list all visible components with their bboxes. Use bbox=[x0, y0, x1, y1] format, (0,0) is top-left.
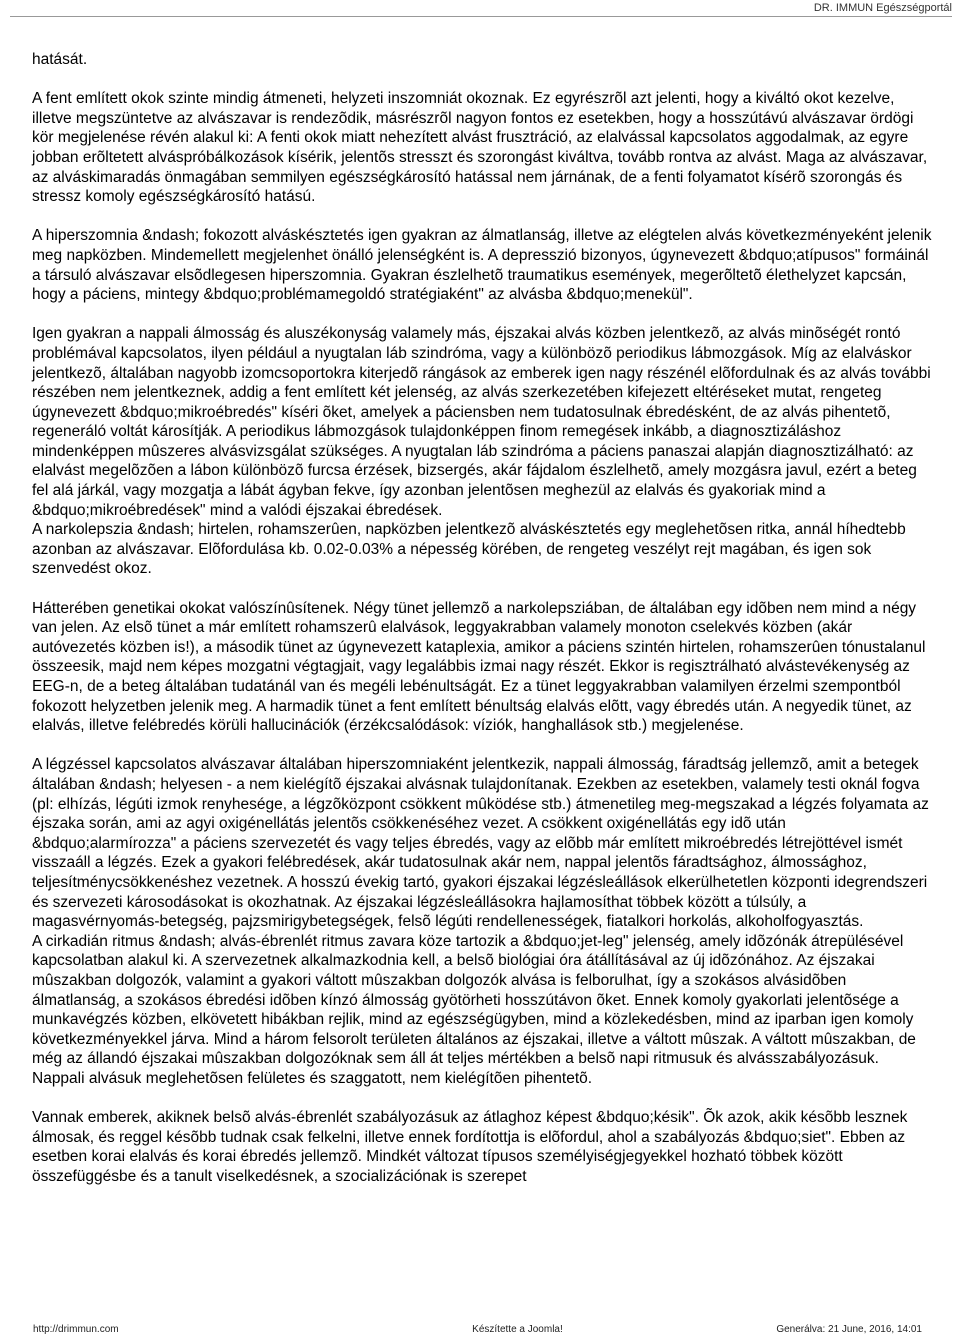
paragraph: Igen gyakran a nappali álmosság és aluszékonyság valamely más, éjszakai alvás közben jelentkezõ, az alvás minõségét rontó problémával kapcsolatos, ilyen például a nyugtalan láb szindróma, vagy a különbözõ periodikus lábmozgások. Míg az elalváskor jelentkezõ, általában nagyobb izomcsoportokra kiterjedõ rángások az emberek igen nagy részénél elõfordulnak és az alvás további részében nem jelentkeznek, addig a fent említett két jelenség, az alvás szerkezetében kifejezett eltéréseket mutat, rengeteg úgynevezett &bdquo;mikroébredés" kíséri õket, amelyek a páciensben nem tudatosulnak ébredésként, de az alvás pihentetõ, regeneráló voltát károsítják. A periodikus lábmozgások tulajdonképpen finom remegések inkább, a diagnosztizáláshoz mindenképpen mûszeres alvásvizsgálat szükséges. A nyugtalan láb szindróma a páciens panaszai alapján diagnosztizálható: az elalvást megelõzõen a lábon különbözõ furcsa érzések, bizsergés, akár fájdalom észlelhetõ, amely mozgásra javul, ezért a beteg fel alá járkál, vagy mozgatja a lábát ágyban fekve, így azonban jelentõsen meghezül az elalvás és gyakoriak mind a &bdquo;mikroébredések" mind a valódi éjszakai ébredések. bbox=[32, 325, 931, 519]
paragraph-gap bbox=[32, 736, 932, 756]
paragraph-gap bbox=[32, 70, 932, 90]
header-divider bbox=[10, 16, 952, 17]
article-body bbox=[32, 50, 932, 1186]
paragraph: A narkolepszia &ndash; hirtelen, rohamszerûen, napközben jelentkezõ alváskésztetés egy meglehetõsen ritka, annál híhedtebb azonban az alvászavar. Elõfordulása kb. 0.02-0.03% a népesség körében, de rengeteg veszélyt rejt magában, és igen sok szenvedést okoz. bbox=[32, 521, 906, 578]
paragraph-gap bbox=[32, 305, 932, 325]
site-title: DR. IMMUN Egészségportál bbox=[813, 2, 952, 14]
paragraph: A cirkadián ritmus &ndash; alvás-ébrenlét ritmus zavara köze tartozik a &bdquo;jet-leg" jelenség, amely idõzónák átrepülésével kapcsolatban alakul ki. A szervezetnek alkalmazkodnia kell, a belsõ biológiai óra átállításával az új idõzónához. Az éjszakai mûszakban dolgozók, valamint a gyakori váltott mûszakban dolgozók alvása is felborulhat, így a szokásos alvásidõben álmatlanság, a szokásos ébredési idõben kínzó álmosság gyötörheti hosszútávon õket. Ennek komoly gyakorlati jelentõsége a munkavégzés közben, elkövetett hibákban rejlik, mind az egészségügyben, mind a közlekedésben, mind az iparban igen komoly következményekkel járva. Mind a három felsorolt területen általános az éjszakai, illetve a váltott mûszak. A váltott mûszakban, de még az állandó éjszakai mûszakban dolgozóknak sem áll át teljes mértékben a belsõ napi ritmusuk és alvásszabályozásuk. Nappali alvásuk meglehetõsen felületes és szaggatott, nem kielégítõen pihentetõ. bbox=[32, 932, 916, 1087]
paragraph: A fent említett okok szinte mindig átmeneti, helyzeti inszomniát okoznak. Ez egyrészrõl azt jelenti, hogy a kiváltó okot kezelve, illetve megszüntetve az alvászavar is rendezõdik, másrészrõl nagyon fontos ez esetekben, hogy a hosszútávú alvászavar ördögi kör megjelenése révén alakul ki: A fenti okok miatt nehezített alvást frusztráció, az elalvással kapcsolatos aggodalmak, az egyre jobban erõltetett alváspróbálkozások kísérik, jelentõs stresszt és szorongást kiváltva, tovább rontva az alvást. Maga az alvászavar, az alváskimaradás önmagában semmilyen egészségkárosító hatással nem járnának, de a fenti folyamatot kísérõ szorongás és stressz komoly egészségkárosító hatású. bbox=[32, 90, 928, 206]
paragraph-gap bbox=[32, 1088, 932, 1108]
paragraph-gap bbox=[32, 579, 932, 599]
footer-generated-date: Generálva: 21 June, 2016, 14:01 bbox=[776, 1324, 922, 1335]
page-footer bbox=[33, 1324, 922, 1335]
paragraph: A hiperszomnia &ndash; fokozott alváskésztetés igen gyakran az álmatlanság, illetve az elégtelen alvás következményeként jelenik meg napközben. Mindemellett megjelenhet önálló jelenségként is. A depresszió bizonyos, úgynevezett &bdquo;atípusos" formáinál a társuló alvászavar elsõdlegesen hiperszomnia. Gyakran észlelhetõ traumatikus események, megerõltetõ élethelyzet kapcsán, hogy a páciens, mintegy &bdquo;problémamegoldó stratégiaként" az alvásba &bdquo;menekül". bbox=[32, 227, 932, 304]
paragraph-gap bbox=[32, 207, 932, 227]
paragraph: Vannak emberek, akiknek belsõ alvás-ébrenlét szabályozásuk az átlaghoz képest &bdquo;késik". Õk azok, akik késõbb lesznek álmosak, és reggel késõbb tudnak csak felkelni, illetve ennek fordítottja is elõfordul, ahol a szabályozás &bdquo;siet". Ebben az esetben korai elalvás és korai ébredés jellemzõ. Mindkét változat típusos személyiségjegyekkel hozható többek között összefüggésbe és a tanult viselkedésnek, a szocializációnak is szerepet bbox=[32, 1109, 908, 1185]
footer-made-with: Készítette a Joomla! bbox=[472, 1324, 563, 1335]
paragraph: A légzéssel kapcsolatos alvászavar általában hiperszomniaként jelentkezik, nappali álmosság, fáradtság jellemzõ, amit a betegek általában &ndash; helyesen - a nem kielégítõ éjszakai alvásnak tulajdonítanak. Ezekben az esetekben, valamely testi oknál fogva (pl: elhízás, légúti izmok renyhesége, a légzõközpont csökkent mûködése stb.) átmenetileg meg-megszakad a légzés folyamata az éjszaka során, ami az agyi oxigénellátás jelentõs csökkenéséhez vezet. A csökkent oxigénellátás egy idõ után &bdquo;alarmírozza" a páciens szervezetét és vagy teljes ébredés, vagy az elõbb már említett mikroébredés létrejöttével ismét visszaáll a légzés. Ezek a gyakori felébredések, akár tudatosulnak akár nem, nappal jelentõs fáradtsághoz, álmossághoz, teljesítménycsökkenéshez vezetnek. A hosszú évekig tartó, gyakori éjszakai légzésleállások elkerülhetetlen központi idegrendszeri és szervezeti károsodásokat is okozhatnak. Az éjszakai légzésleállásokra hajlamosíthat többek között a túlsúly, a magasvérnyomás-betegség, pajzsmirigybetegségek, felsõ légúti rendellenességek, fiatalkori horkolás, alkoholfogyasztás. bbox=[32, 756, 929, 931]
paragraph: Hátterében genetikai okokat valószínûsítenek. Négy tünet jellemzõ a narkolepsziában, de általában egy idõben nem mind a négy van jelen. Az elsõ tünet a már említett rohamszerû elalvások, leggyakrabban valamely monoton cselekvés közben (akár autóvezetés közben is!), a második tünet az úgynevezett kataplexia, amikor a páciens szintén hirtelen, rohamszerûen tónustalanul összeesik, majd nem képes mozgatni végtagjait, vagy legalábbis izmai nagy részét. Ekkor is regisztrálható alvástevékenység az EEG-n, de a beteg általában tudatánál van és megéli lebénultságát. Ez a tünet leggyakrabban valamilyen érzelmi szempontból fokozott helyzetben jelenik meg. A harmadik tünet a fent említett bénultság elalvás elõtt, vagy ébredés után. A negyedik tünet, az elalvás, illetve felébredés körüli hallucinációk (érzékcsalódások: víziók, hanghallások stb.) megjelenése. bbox=[32, 599, 926, 735]
paragraph: hatását. bbox=[32, 51, 88, 68]
footer-url-link[interactable]: http://drimmun.com bbox=[33, 1324, 119, 1335]
